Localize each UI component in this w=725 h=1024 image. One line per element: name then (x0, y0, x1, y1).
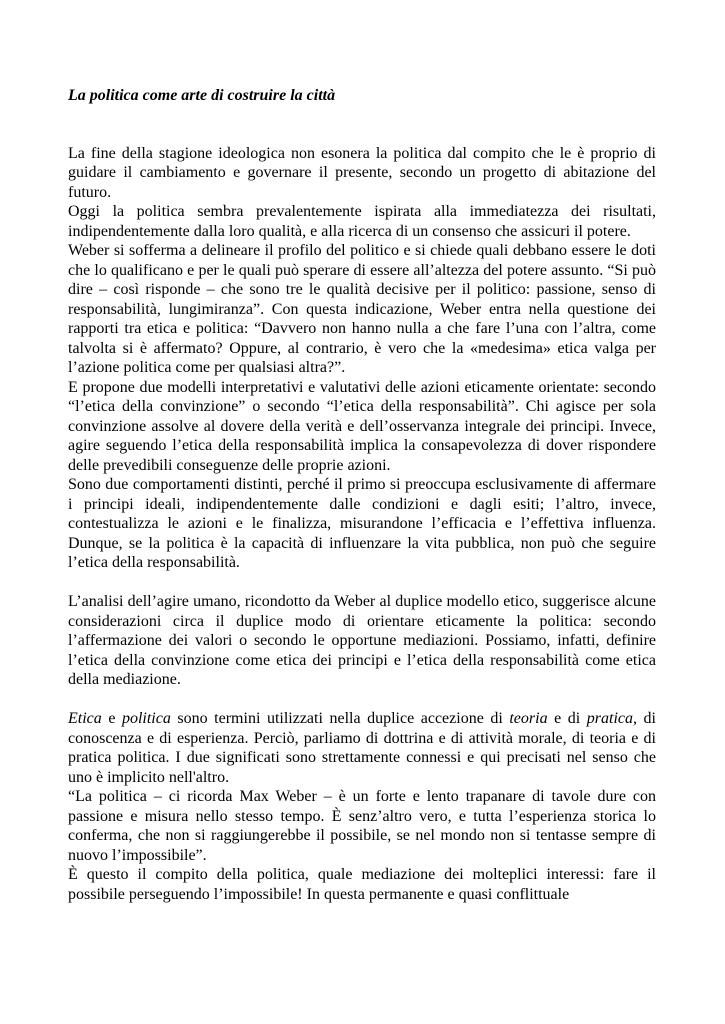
paragraph-6: L’analisi dell’agire umano, ricondotto da Weber al duplice modello etico, suggerisce alcune considerazioni circa il duplice modo di orientare eticamente la politica: secondo l’affermazione dei valori o secondo le opportune mediazioni. Possiamo, infatti, definire l’etica della convinzione come etica dei principi e l’etica della responsabilità come etica della mediazione. (68, 593, 656, 688)
paragraph-9: È questo il compito della politica, quale mediazione dei molteplici interessi: fare il possibile perseguendo l’impossibile! In questa permanente e quasi conflittuale (68, 866, 656, 903)
paragraph-7-text-1: e (101, 710, 122, 727)
paragraph-7-text-2: sono termini utilizzati nella duplice accezione di (170, 710, 510, 727)
paragraph-spacer (68, 690, 656, 710)
paragraph-8: “La politica – ci ricorda Max Weber – è un forte e lento trapanare di tavole dure con passione e misura nello stesso tempo. È senz’altro vero, e tutta l’esperienza storica lo conferma, che non si raggiungerebbe il possibile, se nel mondo non si tentasse sempre di nuovo l’impossibile”. (68, 788, 656, 864)
paragraph-3: Weber si sofferma a delineare il profilo del politico e si chiede quali debbano essere le doti che lo qualificano e per le quali può sperare di essere all’altezza del potere assunto. “Si può dire – così risponde – che sono tre le qualità decisive per il politico: passione, senso di responsabilità, lungimiranza”. Con questa indicazione, Weber entra nella questione dei rapporti tra etica e politica: “Davvero non hanno nulla a che fare l’una con l’altra, come talvolta si è affermato? Oppure, al contrario, è vero che la «medesima» etica valga per l’azione politica come per qualsiasi altra?”. (68, 242, 656, 376)
document-title: La politica come arte di costruire la città (68, 87, 336, 104)
paragraph-7-text-4: , di conoscenza e di esperienza. Perciò, parliamo di dottrina e di attività morale, di teoria e di pratica politica. I due significati sono strettamente connessi e qui precisati nel senso che uno è implicito nell'altro. (68, 710, 656, 786)
paragraph-7-text-3: e di (547, 710, 587, 727)
document-page (68, 86, 656, 904)
paragraph-4: E propone due modelli interpretativi e valutativi delle azioni eticamente orientate: secondo “l’etica della convinzione” o secondo “l’etica della responsabilità”. Chi agisce per sola convinzione assolve al dovere della verità e dell’osservanza integrale dei principi. Invece, agire seguendo l’etica della responsabilità implica la consapevolezza di dover rispondere delle prevedibili conseguenze delle proprie azioni. (68, 378, 656, 474)
paragraph-5: Sono due comportamenti distinti, perché il primo si preoccupa esclusivamente di affermare i principi ideali, indipendentemente dalle condizioni e dagli esiti; l’altro, invece, contestualizza le azioni e le finalizza, misurandone l’efficacia e l’effettiva influenza. Dunque, se la politica è la capacità di influenzare la vita pubblica, non può che seguire l’etica della responsabilità. (68, 476, 656, 571)
paragraph-1: La fine della stagione ideologica non esonera la politica dal compito che le è proprio di guidare il cambiamento e governare il presente, secondo un progetto di abitazione del futuro. (68, 144, 656, 201)
term-teoria: teoria (509, 710, 548, 727)
term-etica: Etica (68, 710, 102, 727)
paragraph-2: Oggi la politica sembra prevalentemente ispirata alla immediatezza dei risultati, indipendentemente dalla loro qualità, e alla ricerca di un consenso che assicuri il potere. (68, 203, 656, 240)
paragraph-7 (68, 709, 656, 787)
term-pratica: pratica (586, 710, 633, 727)
term-politica: politica (121, 710, 171, 727)
paragraph-spacer (68, 573, 656, 593)
